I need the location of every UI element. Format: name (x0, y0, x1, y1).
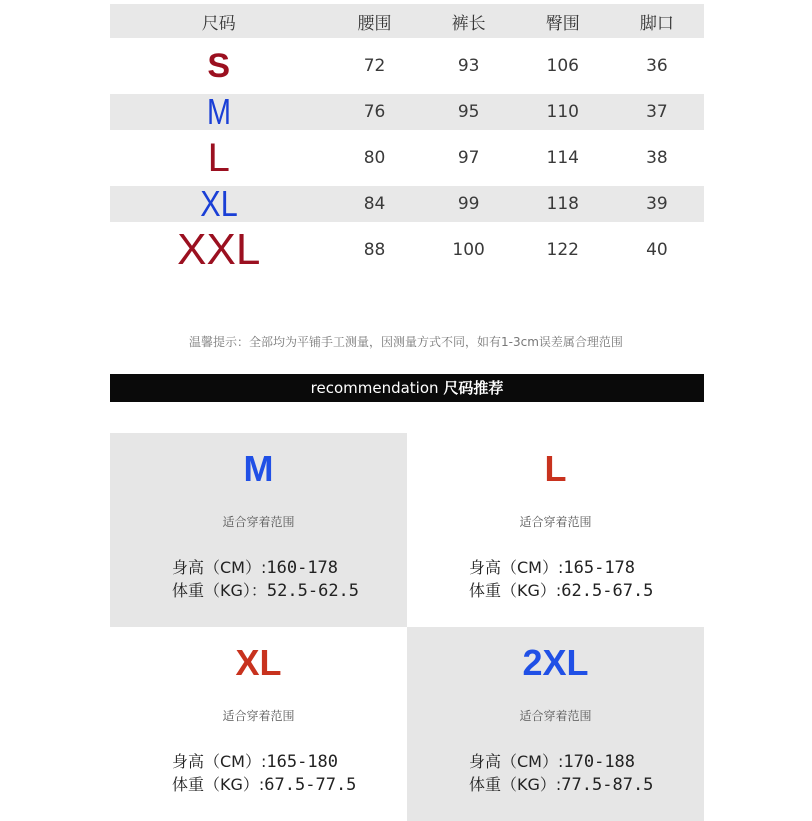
table-row (110, 38, 704, 94)
banner-chinese: 尺码推荐 (443, 379, 504, 397)
recommendation-card-xl (110, 627, 407, 821)
header-hip: 臀围 (516, 4, 610, 38)
cell-length: 99 (422, 186, 516, 222)
measurement-note: 温馨提示：全部均为平铺手工测量，因测量方式不同，如有1-3cm误差属合理范围 (189, 335, 623, 349)
table-row (110, 94, 704, 130)
rec-subtitle: 适合穿着范围 (222, 709, 295, 723)
rec-weight (469, 578, 653, 601)
rec-height-value: 160-178 (266, 558, 339, 578)
cell-hip: 114 (546, 148, 579, 168)
rec-height (172, 555, 338, 578)
rec-subtitle: 适合穿着范围 (519, 515, 592, 529)
recommendation-banner (110, 374, 704, 402)
rec-weight-label: 体重（KG）： (172, 581, 267, 600)
header-length: 裤长 (422, 4, 516, 38)
rec-size-label: 2XL (522, 642, 589, 683)
size-label-xxl: XXL (177, 225, 261, 274)
cell-length: 100 (452, 240, 485, 260)
rec-weight-value: 77.5-87.5 (561, 775, 654, 795)
rec-weight (172, 578, 359, 601)
cell-waist: 88 (363, 240, 386, 260)
table-row (110, 130, 704, 186)
rec-weight (172, 772, 356, 795)
rec-weight (469, 772, 653, 795)
table-row (110, 222, 704, 278)
table-row (110, 186, 704, 222)
rec-height (172, 749, 338, 772)
rec-subtitle: 适合穿着范围 (519, 709, 592, 723)
rec-size-label: L (544, 448, 567, 489)
rec-weight-value: 52.5-62.5 (266, 581, 360, 601)
rec-weight-label: 体重（KG）: (469, 775, 562, 794)
rec-size-label: XL (235, 642, 282, 683)
size-label-s: S (207, 47, 231, 85)
cell-length: 97 (457, 148, 480, 168)
rec-height-label: 身高（CM）: (172, 558, 267, 577)
cell-hem: 36 (646, 56, 668, 76)
size-label-xl: XL (200, 183, 238, 224)
rec-height-value: 165-180 (266, 752, 339, 772)
recommendation-card-m (110, 433, 407, 627)
cell-hem: 39 (610, 186, 704, 222)
recommendation-card-2xl (407, 627, 704, 821)
cell-hem: 40 (646, 240, 668, 260)
header-size: 尺码 (110, 4, 327, 38)
rec-weight-label: 体重（KG）: (172, 775, 265, 794)
rec-height (469, 749, 635, 772)
cell-hip: 110 (516, 94, 610, 130)
banner-english: recommendation (310, 379, 439, 397)
cell-hip: 106 (546, 56, 579, 76)
rec-height (469, 555, 635, 578)
rec-height-label: 身高（CM）: (469, 558, 564, 577)
cell-length: 93 (457, 56, 480, 76)
cell-hem: 37 (610, 94, 704, 130)
size-label-m: M (206, 91, 231, 132)
rec-height-label: 身高（CM）: (469, 752, 564, 771)
size-label-l: L (207, 136, 230, 180)
cell-hem: 38 (646, 148, 668, 168)
rec-height-label: 身高（CM）: (172, 752, 267, 771)
rec-weight-label: 体重（KG）: (469, 581, 562, 600)
cell-waist: 84 (327, 186, 421, 222)
rec-size-label: M (243, 448, 274, 489)
rec-height-value: 165-178 (563, 558, 636, 578)
rec-height-value: 170-188 (563, 752, 636, 772)
rec-subtitle: 适合穿着范围 (222, 515, 295, 529)
size-chart-table (110, 4, 704, 278)
header-waist: 腰围 (327, 4, 421, 38)
cell-waist: 72 (363, 56, 386, 76)
recommendation-card-l (407, 433, 704, 627)
header-hem: 脚口 (610, 4, 704, 38)
cell-length: 95 (422, 94, 516, 130)
cell-waist: 76 (327, 94, 421, 130)
cell-hip: 118 (516, 186, 610, 222)
table-header-row (110, 4, 704, 38)
cell-hip: 122 (546, 240, 579, 260)
rec-weight-value: 62.5-67.5 (561, 581, 654, 601)
cell-waist: 80 (363, 148, 386, 168)
rec-weight-value: 67.5-77.5 (264, 775, 357, 795)
